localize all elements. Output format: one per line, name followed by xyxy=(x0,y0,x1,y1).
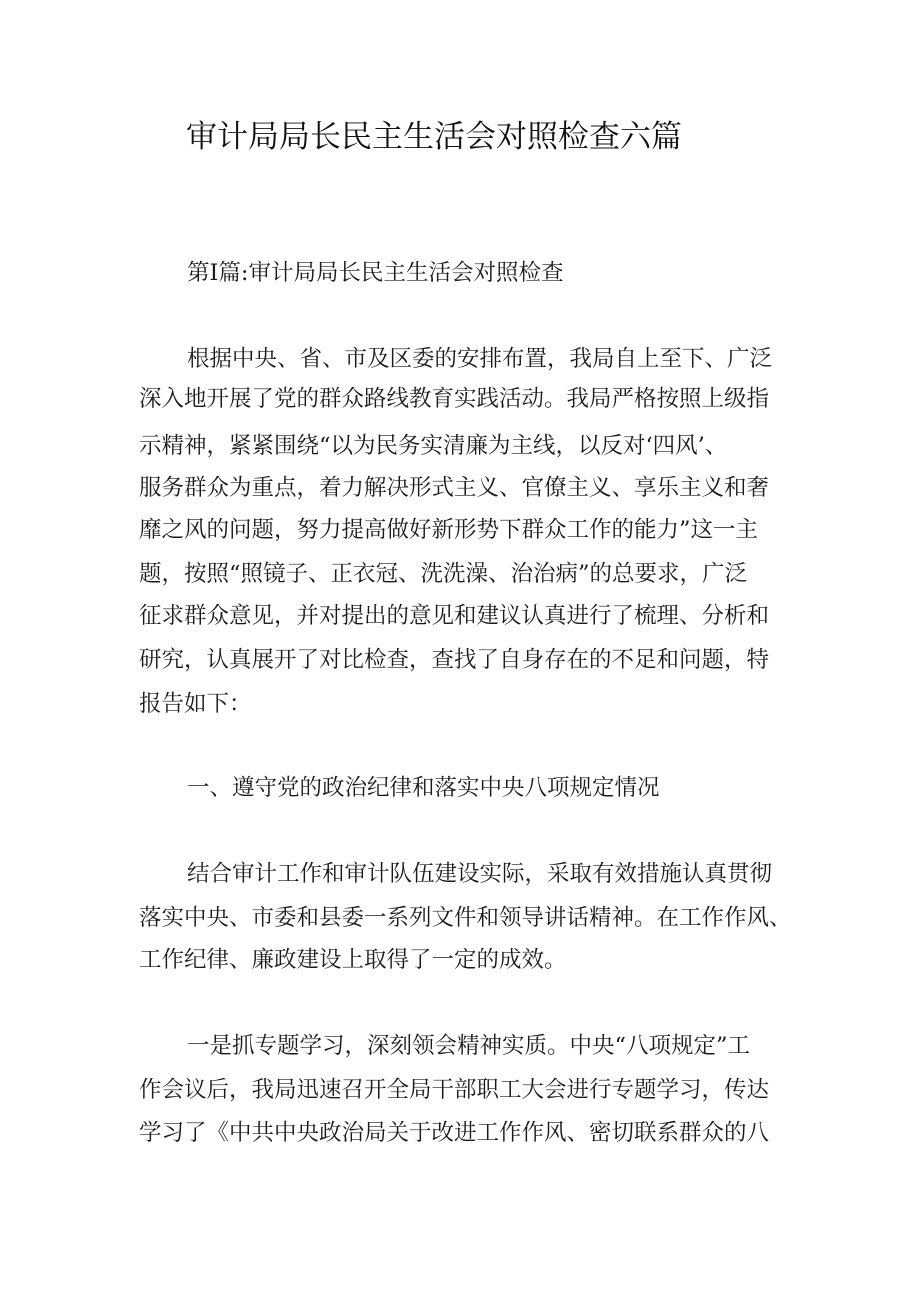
paragraph-line: 根据中央、省、市及区委的安排布置，我局自上至下、广泛 xyxy=(187,346,773,372)
paragraph-line: 落实中央、市委和县委一系列文件和领导讲话精神。在工作作风、 xyxy=(139,905,792,931)
paragraph-line: 研究，认真展开了对比检查，查找了自身存在的不足和问题，特 xyxy=(139,647,770,673)
paragraph-line: 学习了《中共中央政治局关于改进工作作风、密切联系群众的八 xyxy=(139,1120,770,1146)
paragraph-line: 一是抓专题学习，深刻领会精神实质。中央“八项规定”工 xyxy=(187,1033,751,1059)
paragraph-line: 靡之风的问题，努力提高做好新形势下群众工作的能力”这一主 xyxy=(139,517,759,543)
paragraph-line: 深入地开展了党的群众路线教育实践活动。我局严格按照上级指 xyxy=(139,386,770,412)
paragraph-line: 征求群众意见，并对提出的意见和建议认真进行了梳理、分析和 xyxy=(139,603,770,629)
paragraph-line: 结合审计工作和审计队伍建设实际，采取有效措施认真贯彻 xyxy=(187,861,773,887)
paragraph-line: 服务群众为重点，着力解决形式主义、官僚主义、享乐主义和奢 xyxy=(139,475,770,501)
paragraph-line: 示精神，紧紧围绕“以为民务实清廉为主线，以反对‘四风’、 xyxy=(139,433,728,459)
section-heading: 一、遵守党的政治纪律和落实中央八项规定情况 xyxy=(187,775,660,801)
paragraph-line: 题，按照“照镜子、正衣冠、洗洗澡、治治病”的总要求，广泛 xyxy=(139,561,748,587)
paragraph-line: 作会议后，我局迅速召开全局干部职工大会进行专题学习，传达 xyxy=(139,1077,770,1103)
paragraph-line: 报告如下： xyxy=(139,691,252,717)
document-title: 审计局局长民主生活会对照检查六篇 xyxy=(186,119,682,155)
paragraph-line: 工作纪律、廉政建设上取得了一定的成效。 xyxy=(139,947,567,973)
chapter-heading: 第Ⅰ篇:审计局局长民主生活会对照检查 xyxy=(187,260,564,286)
